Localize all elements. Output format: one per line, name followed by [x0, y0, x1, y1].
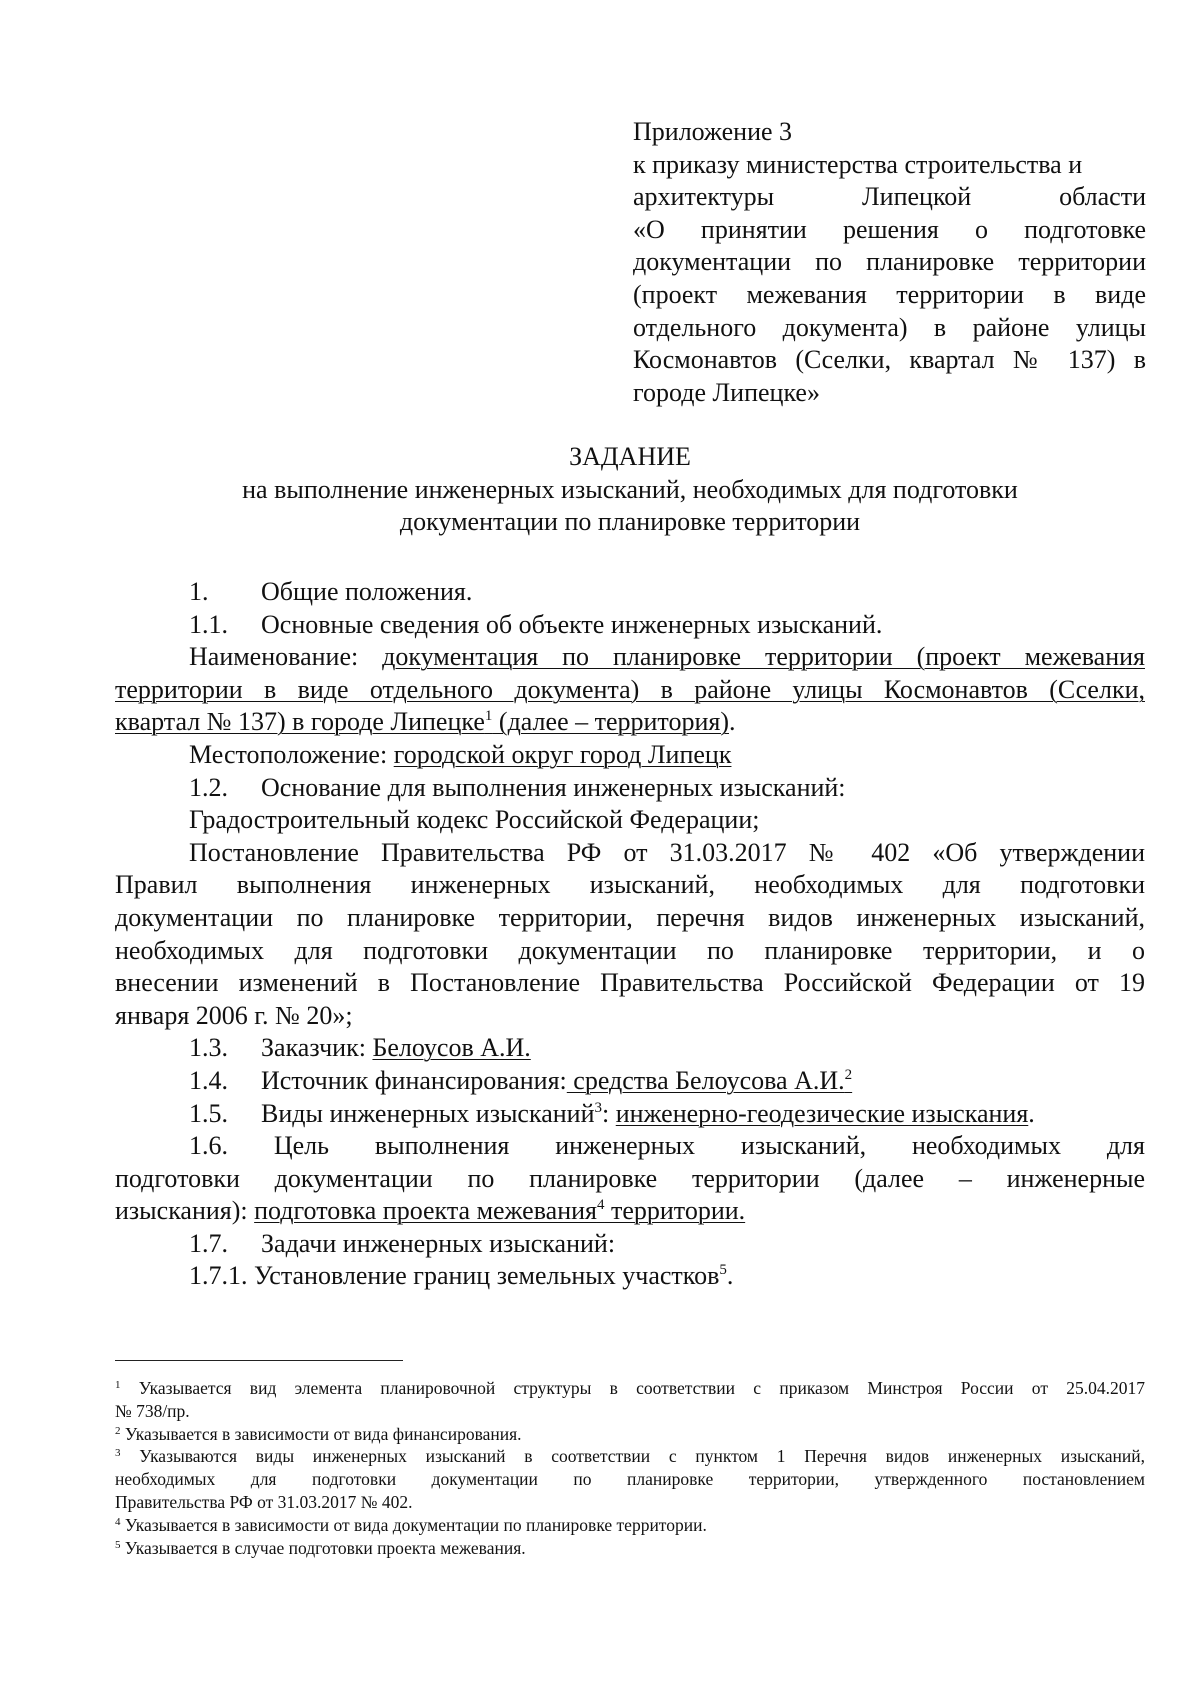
- footnote-3-cont: необходимых для подготовки документации по планировке территории, утвержденного постановлением: [115, 1469, 1145, 1490]
- section-text: Установление границ земельных участков: [254, 1261, 720, 1291]
- section-1-3: [115, 1032, 1145, 1065]
- punctuation: :: [602, 1098, 616, 1128]
- footnote-3: [115, 1445, 1145, 1468]
- section-label: Виды инженерных изысканий: [261, 1098, 595, 1128]
- section-1-6-line: [115, 1195, 1145, 1228]
- decree-line: января 2006 г. № 20»;: [115, 1000, 353, 1030]
- section-1-5: [115, 1098, 1145, 1131]
- section-1-7-1: [115, 1260, 1145, 1293]
- section-1-7: [115, 1228, 1145, 1261]
- punctuation: .: [1028, 1098, 1035, 1128]
- footnote-4: [115, 1514, 1145, 1537]
- financing-value: средства Белоусова А.И.: [566, 1065, 845, 1095]
- location-value: городской округ город Липецк: [393, 739, 732, 769]
- decree-line: внесении изменений в Постановление Правительства Российской Федерации от 19: [115, 968, 1145, 998]
- location-label: Местоположение:: [189, 739, 394, 769]
- appendix-line: «О принятии решения о подготовке: [633, 214, 1146, 244]
- section-number: 1.3.: [189, 1033, 228, 1063]
- customer-value: Белоусов А.И.: [372, 1033, 531, 1063]
- section-number: 1.7.1.: [189, 1261, 248, 1291]
- name-value: квартал № 137) в городе Липецке: [115, 707, 485, 737]
- decree-line: документации по планировке территории, перечня видов инженерных изысканий,: [115, 902, 1145, 932]
- appendix-line: Приложение 3: [633, 117, 793, 146]
- appendix-line: (проект межевания территории в виде: [633, 279, 1146, 309]
- name-value: документация по планировке территории (проект межевания: [382, 642, 1145, 672]
- section-1-6: 1.6. Цель выполнения инженерных изысканий, необходимых для: [189, 1131, 1145, 1161]
- section-number: 1.1.: [189, 609, 228, 639]
- goal-value: территории.: [604, 1196, 746, 1226]
- appendix-line: городе Липецке»: [633, 377, 820, 407]
- page-subtitle: на выполнение инженерных изысканий, необходимых для подготовки: [242, 474, 1018, 504]
- decree-line: необходимых для подготовки документации по планировке территории, и о: [115, 935, 1145, 965]
- section-text: Основные сведения об объекте инженерных изысканий.: [261, 609, 883, 639]
- basis-item: Градостроительный кодекс Российской Федерации;: [189, 805, 760, 835]
- appendix-header: [633, 116, 1146, 409]
- document-heading: [115, 441, 1145, 539]
- section-1-4: [115, 1065, 1145, 1098]
- footnote-ref[interactable]: 1: [484, 708, 493, 725]
- section-label: изыскания):: [115, 1196, 255, 1226]
- punctuation: .: [726, 1261, 734, 1291]
- footnote-ref[interactable]: 4: [596, 1197, 605, 1214]
- name-line: [115, 706, 1145, 739]
- section-1-1: [115, 609, 1145, 642]
- document-body: [115, 576, 1145, 1293]
- footnote-2: [115, 1423, 1145, 1446]
- punctuation: .: [728, 707, 736, 737]
- footnote-marker: 3: [115, 1447, 121, 1460]
- footnote-text: Указывается в зависимости от вида финансирования.: [120, 1423, 522, 1444]
- decree-line: Постановление Правительства РФ от 31.03.2017 № 402 «Об утверждении: [189, 837, 1145, 867]
- name-line: [115, 674, 1145, 707]
- section-number: 1.5.: [189, 1098, 228, 1128]
- section-text: Задачи инженерных изысканий:: [261, 1228, 616, 1258]
- appendix-line: документации по планировке территории: [633, 247, 1146, 277]
- goal-value: подготовка проекта межевания: [254, 1196, 597, 1226]
- footnote-1: [115, 1377, 1145, 1400]
- footnote-text: Указывается в случае подготовки проекта межевания.: [120, 1537, 526, 1558]
- name-value: (далее – территория): [492, 707, 729, 737]
- section-1-2: [115, 772, 1145, 805]
- section-number: 1.7.: [189, 1228, 228, 1258]
- footnote-ref[interactable]: 2: [844, 1066, 853, 1083]
- footnote-marker: 4: [115, 1515, 121, 1528]
- name-line: [115, 641, 1145, 674]
- section-number: 1.: [189, 577, 209, 606]
- footnote-text: Указывается в зависимости от вида документации по планировке территории.: [120, 1514, 707, 1535]
- appendix-line: отдельного документа) в районе улицы: [633, 312, 1146, 342]
- footnote-ref[interactable]: 5: [719, 1262, 727, 1279]
- location-line: [115, 739, 1145, 772]
- section-1: [115, 576, 1145, 609]
- appendix-line: архитектуры Липецкой области: [633, 182, 1146, 212]
- appendix-line: Космонавтов (Сселки, квартал № 137) в: [633, 345, 1146, 375]
- survey-type-value: инженерно-геодезические изыскания: [615, 1098, 1029, 1128]
- footnote-1-cont: № 738/пр.: [115, 1400, 190, 1421]
- appendix-line: к приказу министерства строительства и: [633, 149, 1083, 179]
- section-label: Источник финансирования:: [261, 1065, 567, 1095]
- section-text: Основание для выполнения инженерных изысканий:: [261, 772, 846, 802]
- section-text: Общие положения.: [261, 577, 473, 606]
- section-1-6-line: подготовки документации по планировке территории (далее – инженерные: [115, 1163, 1145, 1193]
- footnote-5: [115, 1537, 1145, 1560]
- footnote-marker: 2: [115, 1424, 121, 1437]
- footnotes: [115, 1377, 1145, 1559]
- footnote-text: Указывается вид элемента планировочной структуры в соответствии с приказом Минстроя России от 25.04.2017: [120, 1378, 1145, 1398]
- footnote-marker: 1: [115, 1379, 121, 1391]
- footnote-separator: [115, 1360, 403, 1361]
- section-number: 1.2.: [189, 772, 228, 802]
- page-title: ЗАДАНИЕ: [569, 442, 691, 471]
- section-number: 1.4.: [189, 1065, 228, 1095]
- page-subtitle: документации по планировке территории: [399, 507, 861, 536]
- section-label: Заказчик:: [261, 1033, 373, 1063]
- footnote-3-cont: Правительства РФ от 31.03.2017 № 402.: [115, 1491, 413, 1512]
- footnote-marker: 5: [115, 1538, 121, 1551]
- name-value: территории в виде отдельного документа) в районе улицы Космонавтов (Сселки,: [115, 674, 1145, 704]
- decree-line: Правил выполнения инженерных изысканий, необходимых для подготовки: [115, 870, 1145, 900]
- name-label: Наименование:: [189, 642, 383, 672]
- footnote-text: Указываются виды инженерных изысканий в соответствии с пунктом 1 Перечня видов инженерных изысканий,: [120, 1446, 1145, 1467]
- footnote-ref[interactable]: 3: [594, 1099, 602, 1116]
